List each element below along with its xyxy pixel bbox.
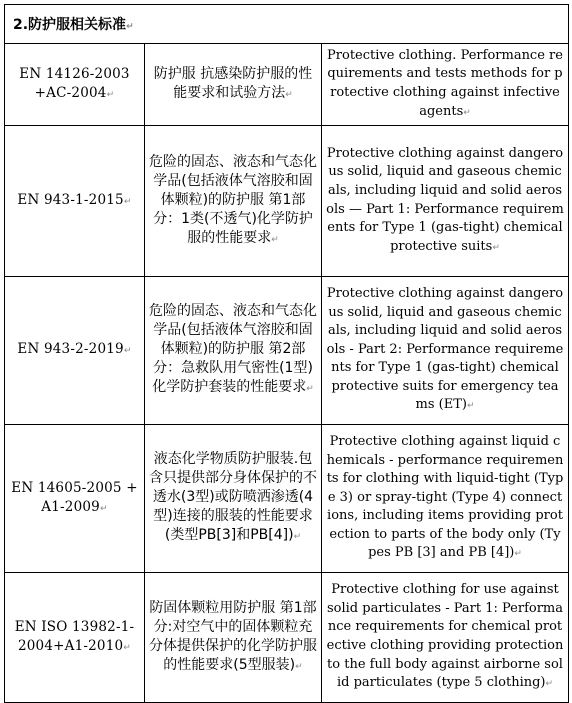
chinese-title-cell xyxy=(145,44,322,126)
paragraph-mark-icon: ↵ xyxy=(545,679,554,690)
paragraph-mark-icon: ↵ xyxy=(271,234,279,245)
paragraph-mark-icon: ↵ xyxy=(306,384,314,394)
paragraph-mark-icon: ↵ xyxy=(123,642,132,653)
table-row xyxy=(5,425,569,573)
standard-code-cell xyxy=(5,126,145,277)
standard-code: EN 943-1-2015 xyxy=(17,191,124,208)
standard-code-cell xyxy=(5,425,145,573)
standards-table xyxy=(4,4,569,703)
english-title: Protective clothing. Performance requirements and tests methods for protective clothing against infective agents xyxy=(327,47,563,119)
paragraph-mark-icon: ↵ xyxy=(106,89,115,100)
paragraph-mark-icon: ↵ xyxy=(123,196,132,207)
standard-code-cell xyxy=(5,44,145,126)
standard-code: EN 943-2-2019 xyxy=(17,341,124,357)
english-title-cell xyxy=(322,44,569,126)
english-title-cell xyxy=(322,425,569,573)
english-title-cell xyxy=(322,573,569,703)
paragraph-mark-icon: ↵ xyxy=(285,89,293,100)
chinese-title: 防护服 抗感染防护服的性能要求和试验方法 xyxy=(153,65,313,101)
section-header-row xyxy=(5,5,569,44)
section-title-cell xyxy=(5,5,569,44)
chinese-title: 液态化学物质防护服装.包含只提供部分身体保护的不透水(3型)或防喷洒渗透(4型)连接的服装的性能要求(类型PB[3]和PB[4]) xyxy=(149,451,317,543)
standard-code: EN 14126-2003 +AC-2004 xyxy=(19,65,130,101)
paragraph-mark-icon: ↵ xyxy=(466,401,475,412)
chinese-title-cell xyxy=(145,126,322,277)
chinese-title-cell xyxy=(145,573,322,703)
paragraph-mark-icon: ↵ xyxy=(295,661,303,672)
chinese-title: 危险的固态、液态和气态化学品(包括液体气溶胶和固体颗粒)的防护服 第1部分：1类(不透气)化学防护服的性能要求 xyxy=(149,153,317,246)
english-title: Protective clothing against dangerous solid, liquid and gaseous chemicals, including liquid and solid aerosols — Part 1: Performance requirements for Type 1 (gas-tight) chemical protective suits xyxy=(326,145,564,254)
paragraph-mark-icon: ↵ xyxy=(126,22,134,32)
paragraph-mark-icon: ↵ xyxy=(492,242,500,253)
paragraph-mark-icon: ↵ xyxy=(99,503,108,514)
chinese-title-cell xyxy=(145,277,322,425)
section-title: 2.防护服相关标准 xyxy=(13,17,127,33)
standard-code: EN 14605-2005 + A1-2009 xyxy=(11,479,138,515)
standard-code: EN ISO 13982-1-2004+A1-2010 xyxy=(14,618,135,654)
english-title: Protective clothing against dangerous solid, liquid and gaseous chemicals, including liquid and solid aerosols - Part 2: Performance requirements for Type 1 (gas-tight) chemical protective suits for emergency teams (ET) xyxy=(326,285,564,413)
english-title-cell xyxy=(322,126,569,277)
paragraph-mark-icon: ↵ xyxy=(293,532,302,542)
chinese-title: 危险的固态、液态和气态化学品(包括液体气溶胶和固体颗粒)的防护服 第2部分：急救队用气密性(1型)化学防护套装的性能要求 xyxy=(149,303,317,395)
paragraph-mark-icon: ↵ xyxy=(514,549,522,560)
table-row xyxy=(5,44,569,126)
chinese-title-cell xyxy=(145,425,322,573)
standard-code-cell xyxy=(5,573,145,703)
chinese-title: 防固体颗粒用防护服 第1部分:对空气中的固体颗粒充分体提供保护的化学防护服的性能要求(5型服装) xyxy=(149,599,317,673)
english-title-cell xyxy=(322,277,569,425)
table-row xyxy=(5,277,569,425)
paragraph-mark-icon: ↵ xyxy=(463,107,471,118)
table-row xyxy=(5,573,569,703)
english-title: Protective clothing for use against solid particulates - Part 1: Performance requirements for chemical protective clothing providing protection to the full body against airborne solid particulates (type 5 clothing) xyxy=(326,582,564,691)
table-row xyxy=(5,126,569,277)
english-title: Protective clothing against liquid chemicals - performance requirements for clothing with liquid-tight (Type 3) or spray-tight (Type 4) connections, including items providing protection to parts of the body only (Types PB [3] and PB [4]) xyxy=(326,433,564,561)
paragraph-mark-icon: ↵ xyxy=(123,346,132,356)
standard-code-cell xyxy=(5,277,145,425)
